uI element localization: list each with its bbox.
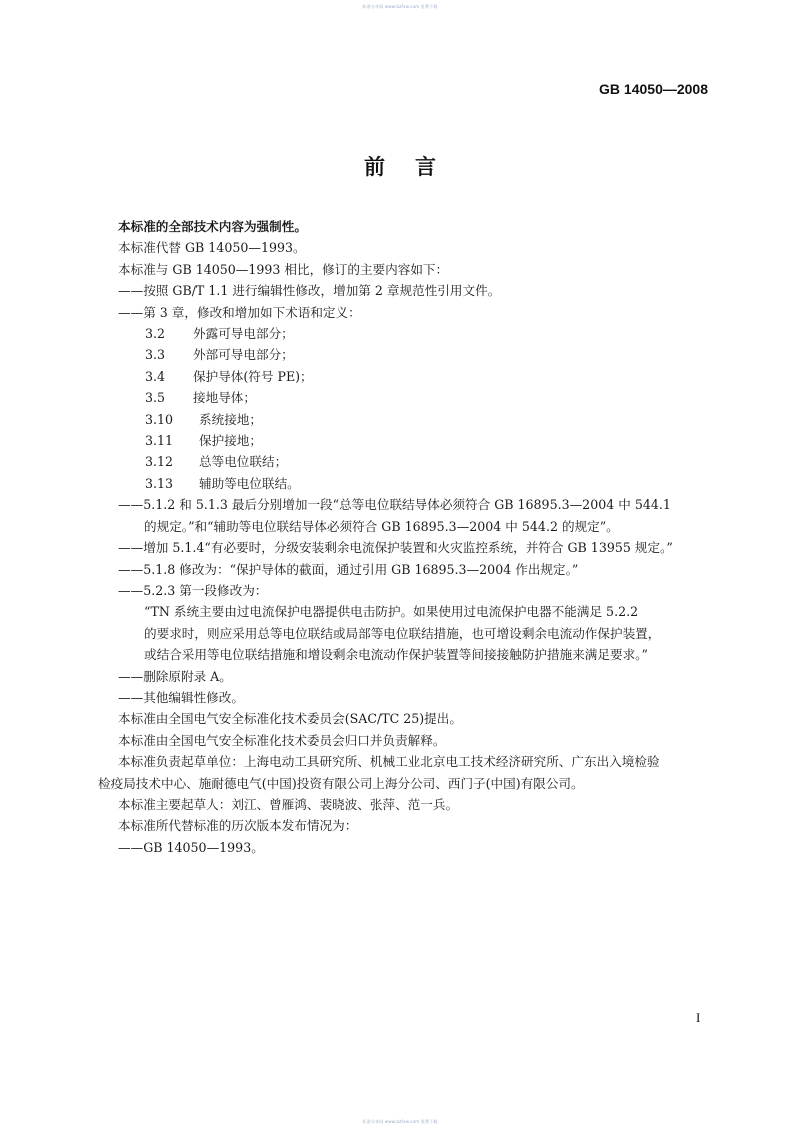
quote-line: 或结合采用等电位联结措施和增设剩余电流动作保护装置等间接接触防护措施来满足要求。” [144,647,648,663]
change-item: ——按照 GB/T 1.1 进行编辑性修改，增加第 2 章规范性引用文件。 [118,283,501,299]
standard-code: GB 14050—2008 [599,81,708,97]
definition-term: 辅助等电位联结。 [199,475,300,491]
paragraph-administered-by: 本标准由全国电气安全标准化技术委员会归口并负责解释。 [118,732,446,748]
definition-term: 保护导体(符号 PE)； [193,368,313,384]
definition-number: 3.2 [145,326,166,342]
definition-item [98,409,710,430]
definition-term: 系统接地； [199,411,262,427]
definition-term: 外部可导电部分； [193,347,294,363]
change-item: ——其他编辑性修改。 [118,689,244,705]
definition-term: 保护接地； [199,433,262,449]
definition-term: 接地导体； [193,390,256,406]
definition-item [98,451,710,472]
paragraph-mandatory: 本标准的全部技术内容为强制性。 [118,219,307,234]
history-item: ——GB 14050—1993。 [118,839,264,855]
paragraph-drafting-units: 本标准负责起草单位：上海电动工具研究所、机械工业北京电工技术经济研究所、广东出入境检验 [118,754,660,770]
definition-number: 3.11 [145,433,174,449]
change-item: ——第 3 章，修改和增加如下术语和定义： [118,304,361,320]
change-item: ——增加 5.1.4“有必要时，分级安装剩余电流保护装置和火灾监控系统，并符合 GB 13955 规定。” [118,540,673,556]
paragraph-replaces: 本标准代替 GB 14050—1993。 [118,240,306,256]
quote-line: “TN 系统主要由过电流保护电器提供电击防护。如果使用过电流保护电器不能满足 5.2.2 [144,604,639,620]
definition-item [98,366,710,387]
watermark-top: 标准分享网 www.bzfxw.com 免费下载 [362,4,438,9]
change-item: ——删除原附录 A。 [118,668,232,684]
definition-item [98,344,710,365]
watermark-bottom: 标准分享网 www.bzfxw.com 免费下载 [362,1119,438,1124]
definition-term: 外露可导电部分； [193,326,294,342]
document-body [98,216,710,858]
paragraph-drafters: 本标准主要起草人：刘江、曾雁鸿、裴晓波、张萍、范一兵。 [118,796,459,812]
definition-item [98,473,710,494]
definition-number: 3.5 [145,390,166,406]
definition-number: 3.3 [145,347,166,363]
definition-number: 3.12 [145,454,174,470]
definition-item [98,323,710,344]
change-item: ——5.1.8 修改为：“保护导体的截面，通过引用 GB 16895.3—2004 作出规定。” [118,561,579,577]
quote-line: 的要求时，则应采用总等电位联结或局部等电位联结措施，也可增设剩余电流动作保护装置， [144,625,661,641]
definition-number: 3.4 [145,368,166,384]
definition-item [98,387,710,408]
definition-term: 总等电位联结； [199,454,288,470]
page-title: 前言 [364,155,466,179]
paragraph-history-intro: 本标准所代替标准的历次版本发布情况为： [118,818,358,834]
definition-item [98,430,710,451]
change-item-continuation: 的规定。”和“辅助等电位联结导体必须符合 GB 16895.3—2004 中 544.2 的规定”。 [144,518,619,534]
paragraph-changes-intro: 本标准与 GB 14050—1993 相比，修订的主要内容如下： [118,261,449,277]
paragraph-proposed-by: 本标准由全国电气安全标准化技术委员会(SAC/TC 25)提出。 [118,711,462,727]
definition-number: 3.13 [145,475,174,491]
paragraph-drafting-units-continuation: 检疫局技术中心、施耐德电气(中国)投资有限公司上海分公司、西门子(中国)有限公司。 [98,775,584,791]
change-item: ——5.1.2 和 5.1.3 最后分别增加一段“总等电位联结导体必须符合 GB 16895.3—2004 中 544.1 [118,497,671,513]
definition-number: 3.10 [145,411,174,427]
change-item: ——5.2.3 第一段修改为： [118,582,268,598]
page-number: I [696,1010,701,1025]
